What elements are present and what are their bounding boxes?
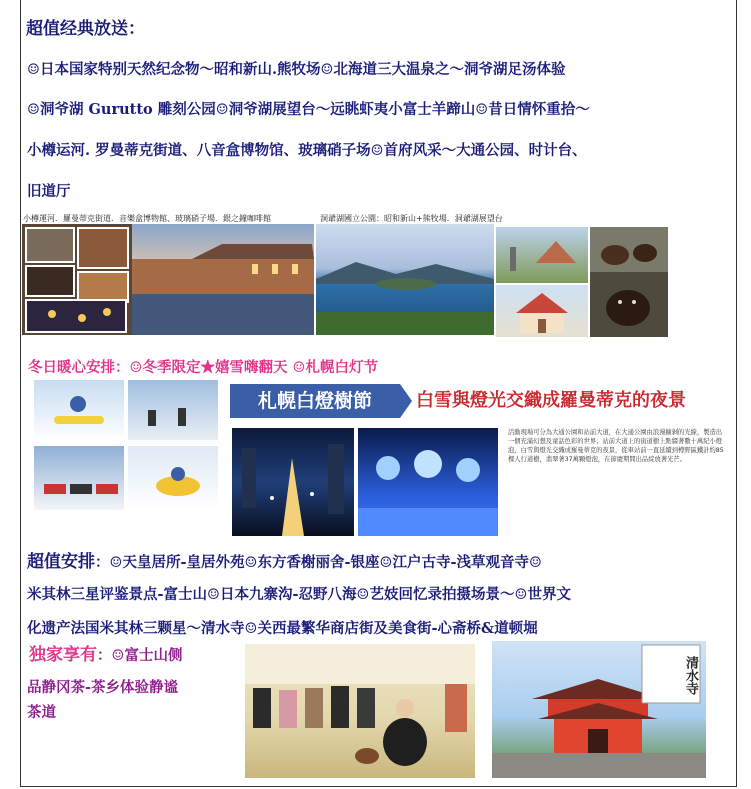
bear-ranch-building-photo	[496, 285, 588, 337]
ice-fishing-photo	[128, 380, 218, 440]
otaru-canal-photo	[22, 224, 314, 335]
section1-heading-text: 超值经典放送	[26, 19, 128, 39]
section2-line: ：☺冬季限定★嬉雪嗨翻天 ☺札幌白灯节	[115, 359, 379, 376]
section1-line-4: 旧道厅	[27, 183, 71, 200]
section1-line-3: 小樽运河. 罗曼蒂克街道、八音盒博物馆、玻璃硝子场☺首府风采～大通公园、时计台、	[27, 142, 587, 159]
section3-line-1: ：☺天皇居所-皇居外苑☺东方香榭丽舍-银座☺江户古寺-浅草观音寺☺	[95, 554, 543, 571]
section4-line-1: ：☺富士山侧	[97, 647, 183, 664]
banner-arrow	[400, 384, 412, 418]
sapporo-banner-right: 白雪與燈光交織成羅曼蒂克的夜景	[416, 390, 686, 411]
building-illustration	[496, 285, 588, 337]
section4-heading-row	[29, 640, 183, 665]
sapporo-banner-left: 札幌白燈樹節	[230, 384, 400, 418]
bear-photo-2	[590, 272, 668, 337]
odori-illumination-illustration	[232, 428, 354, 536]
section3-heading: 超值安排	[27, 552, 95, 572]
illumination-trees-photo	[358, 428, 498, 536]
tea-ceremony-photo	[245, 644, 475, 778]
section1-line-2: ☺洞爷湖 Gurutto 雕刻公园☺洞爷湖展望台～远眺虾夷小富士羊蹄山☺昔日情怀重拾～	[27, 101, 590, 118]
section1-heading-suffix: ：	[128, 19, 145, 39]
section3-line-1-row	[27, 547, 542, 572]
bear-illustration-1	[590, 227, 668, 272]
bear-photo-1	[590, 227, 668, 272]
toya-lake-illustration	[316, 224, 494, 335]
snow-tube-illustration	[128, 446, 218, 510]
odori-park-night-photo	[232, 428, 354, 536]
toya-lake-photo	[316, 224, 494, 335]
illumination-trees-illustration	[358, 428, 498, 536]
otaru-caption: 小樽運河．羅曼蒂克街道．音樂盒博物館、玻璃硝子場．銀之鐘咖啡館	[23, 214, 271, 223]
otaru-canal-illustration	[22, 224, 314, 335]
bear-illustration-2	[590, 272, 668, 337]
section2-heading: 冬日暖心安排	[28, 359, 115, 376]
toya-caption: 洞爺湖國立公園：昭和新山+熊牧場．洞爺湖展望台	[320, 214, 503, 223]
section3-line-3: 化遗产法国米其林三颗星～清水寺☺关西最繁华商店街及美食街-心斋桥&道顿堀	[27, 620, 538, 637]
tea-ceremony-illustration	[245, 644, 475, 778]
section2-heading-row	[28, 356, 378, 377]
showa-shinzan-photo	[496, 227, 588, 283]
kiyomizu-temple-photo	[492, 641, 706, 778]
section1-heading	[26, 14, 145, 39]
snowmobile-illustration	[34, 446, 124, 510]
illumination-description: 活動現場可分為大通公園和站前大道，在大通公園由浪漫擴剝的光線，製造出一個充滿幻想及童話色彩的世界；站前大道上的街道樹上點綴著數十萬紀小燈泡，白雪與燈光交織成羅曼蒂克的夜景，從車站前一直延續到樽野區鐵計約85棵人行道樹，翡翠著37萬顆燈泡，在節慶期間出品綻放著光芒。	[508, 429, 724, 463]
snowmobile-photo	[34, 446, 124, 510]
snow-tube-photo	[128, 446, 218, 510]
sled-illustration	[34, 380, 124, 440]
showa-shinzan-illustration	[496, 227, 588, 283]
snow-sled-photo	[34, 380, 124, 440]
section1-line-1: ☺日本国家特别天然纪念物～昭和新山.熊牧场☺北海道三大温泉之～洞爷湖足汤体验	[27, 61, 566, 78]
kiyomizu-plaque-text: 清水寺	[683, 655, 698, 695]
section4-heading: 独家享有	[29, 645, 97, 665]
section4-line-3: 茶道	[27, 704, 56, 721]
section3-line-2: 米其林三星评鉴景点-富士山☺日本九寨沟-忍野八海☺艺妓回忆录拍摄场景～☺世界文	[27, 586, 572, 603]
ice-fishing-illustration	[128, 380, 218, 440]
section4-line-2: 品静冈茶-茶乡体验静谧	[27, 679, 179, 696]
